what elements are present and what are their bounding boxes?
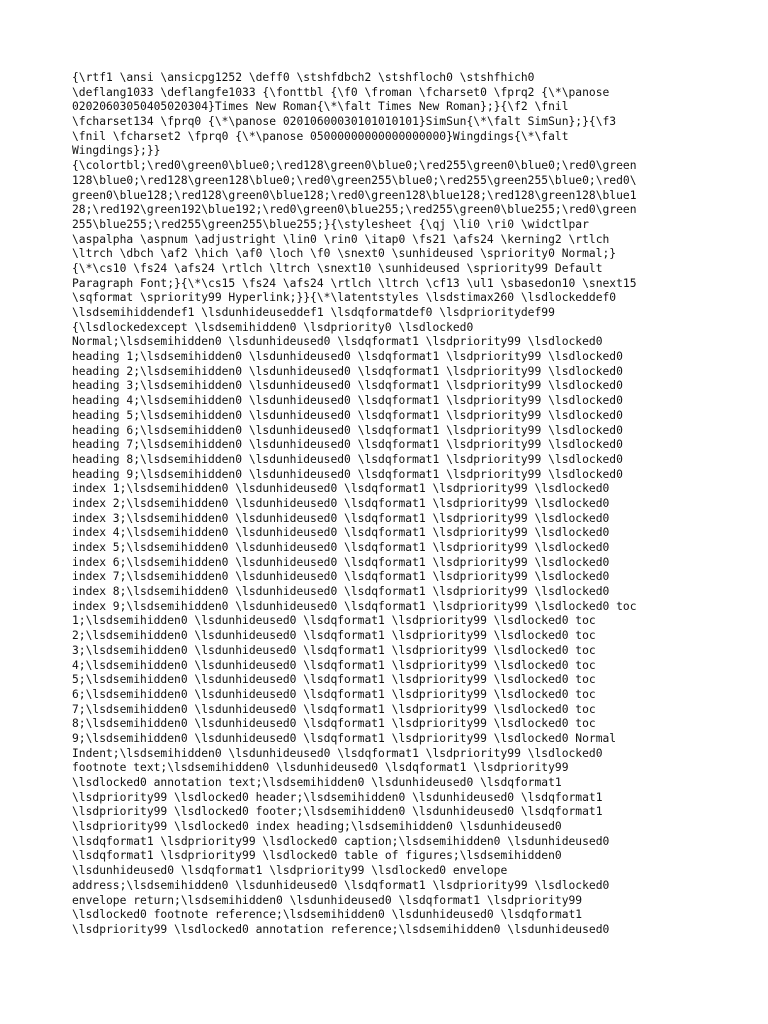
text-line: heading 4;\lsdsemihidden0 \lsdunhideused0 \lsdqformat1 \lsdpriority99 \lsdlocked0 bbox=[72, 394, 623, 408]
text-line: \lsdpriority99 \lsdlocked0 index heading;\lsdsemihidden0 \lsdunhideused0 bbox=[72, 820, 562, 834]
text-line: \fcharset134 \fprq0 {\*\panose 02010600030101010101}SimSun{\*\falt SimSun};}{\f3 bbox=[72, 115, 617, 129]
text-line: 255\blue255;\red255\green255\blue255;}{\stylesheet {\qj \li0 \ri0 \widctlpar bbox=[72, 217, 589, 231]
text-line: green0\blue128;\red128\green0\blue128;\red0\green128\blue128;\red128\green128\blue1 bbox=[72, 188, 637, 202]
text-line: 3;\lsdsemihidden0 \lsdunhideused0 \lsdqformat1 \lsdpriority99 \lsdlocked0 toc bbox=[72, 643, 596, 657]
text-line: 4;\lsdsemihidden0 \lsdunhideused0 \lsdqformat1 \lsdpriority99 \lsdlocked0 toc bbox=[72, 658, 596, 672]
text-line: 28;\red192\green192\blue192;\red0\green0\blue255;\red255\green0\blue255;\red0\green bbox=[72, 203, 637, 217]
text-line: address;\lsdsemihidden0 \lsdunhideused0 \lsdqformat1 \lsdpriority99 \lsdlocked0 bbox=[72, 878, 610, 892]
text-line: 9;\lsdsemihidden0 \lsdunhideused0 \lsdqformat1 \lsdpriority99 \lsdlocked0 Normal bbox=[72, 731, 617, 745]
text-line: envelope return;\lsdsemihidden0 \lsdunhideused0 \lsdqformat1 \lsdpriority99 bbox=[72, 893, 583, 907]
text-line: index 5;\lsdsemihidden0 \lsdunhideused0 \lsdqformat1 \lsdpriority99 \lsdlocked0 bbox=[72, 541, 610, 554]
text-line: \lsdlocked0 footnote reference;\lsdsemihidden0 \lsdunhideused0 \lsdqformat1 bbox=[72, 908, 583, 922]
text-line: \lsdqformat1 \lsdpriority99 \lsdlocked0 caption;\lsdsemihidden0 \lsdunhideused0 bbox=[72, 834, 610, 848]
text-line: \sqformat \spriority99 Hyperlink;}}{\*\latentstyles \lsdstimax260 \lsdlockeddef0 bbox=[72, 291, 617, 305]
text-line: heading 6;\lsdsemihidden0 \lsdunhideused0 \lsdqformat1 \lsdpriority99 \lsdlocked0 bbox=[72, 423, 623, 437]
document-page bbox=[72, 71, 702, 938]
text-line: {\lsdlockedexcept \lsdsemihidden0 \lsdpriority0 \lsdlocked0 bbox=[72, 320, 474, 334]
text-line: index 4;\lsdsemihidden0 \lsdunhideused0 \lsdqformat1 \lsdpriority99 \lsdlocked0 bbox=[72, 526, 610, 540]
text-line: Indent;\lsdsemihidden0 \lsdunhideused0 \lsdqformat1 \lsdpriority99 \lsdlocked0 bbox=[72, 746, 603, 760]
text-line: Wingdings};}} bbox=[72, 144, 161, 158]
text-line: 1;\lsdsemihidden0 \lsdunhideused0 \lsdqformat1 \lsdpriority99 \lsdlocked0 toc bbox=[72, 614, 596, 628]
text-line: index 8;\lsdsemihidden0 \lsdunhideused0 \lsdqformat1 \lsdpriority99 \lsdlocked0 bbox=[72, 585, 610, 599]
text-line: heading 3;\lsdsemihidden0 \lsdunhideused0 \lsdqformat1 \lsdpriority99 \lsdlocked0 bbox=[72, 379, 623, 393]
text-line: heading 9;\lsdsemihidden0 \lsdunhideused0 \lsdqformat1 \lsdpriority99 \lsdlocked0 bbox=[72, 467, 623, 481]
text-line: \fnil \fcharset2 \fprq0 {\*\panose 05000000000000000000}Wingdings{\*\falt bbox=[72, 129, 569, 143]
text-line: heading 5;\lsdsemihidden0 \lsdunhideused0 \lsdqformat1 \lsdpriority99 \lsdlocked0 bbox=[72, 408, 623, 422]
text-line: footnote text;\lsdsemihidden0 \lsdunhideused0 \lsdqformat1 \lsdpriority99 bbox=[72, 761, 569, 775]
text-line: heading 1;\lsdsemihidden0 \lsdunhideused0 \lsdqformat1 \lsdpriority99 \lsdlocked0 bbox=[72, 350, 623, 364]
text-line: heading 8;\lsdsemihidden0 \lsdunhideused0 \lsdqformat1 \lsdpriority99 \lsdlocked0 bbox=[72, 452, 623, 466]
text-line: \lsdsemihiddendef1 \lsdunhideuseddef1 \lsdqformatdef0 \lsdprioritydef99 bbox=[72, 306, 555, 319]
text-line: \lsdunhideused0 \lsdqformat1 \lsdpriority99 \lsdlocked0 envelope bbox=[72, 864, 508, 878]
text-line: index 9;\lsdsemihidden0 \lsdunhideused0 \lsdqformat1 \lsdpriority99 \lsdlocked0 toc bbox=[72, 599, 637, 613]
text-line: 128\blue0;\red128\green128\blue0;\red0\green255\blue0;\red255\green255\blue0;\red0\ bbox=[72, 173, 637, 187]
text-line: index 2;\lsdsemihidden0 \lsdunhideused0 \lsdqformat1 \lsdpriority99 \lsdlocked0 bbox=[72, 496, 610, 510]
text-line: index 1;\lsdsemihidden0 \lsdunhideused0 \lsdqformat1 \lsdpriority99 \lsdlocked0 bbox=[72, 482, 610, 496]
text-line: \lsdpriority99 \lsdlocked0 footer;\lsdsemihidden0 \lsdunhideused0 \lsdqformat1 bbox=[72, 805, 603, 819]
text-line: {\*\cs10 \fs24 \afs24 \rtlch \ltrch \snext10 \sunhideused \spriority99 Default bbox=[72, 261, 603, 275]
text-line: Paragraph Font;}{\*\cs15 \fs24 \afs24 \rtlch \ltrch \cf13 \ul1 \sbasedon10 \snext15 bbox=[72, 276, 637, 290]
text-line: {\colortbl;\red0\green0\blue0;\red128\green0\blue0;\red255\green0\blue0;\red0\green bbox=[72, 159, 637, 173]
text-line: \lsdqformat1 \lsdpriority99 \lsdlocked0 table of figures;\lsdsemihidden0 bbox=[72, 849, 562, 863]
text-line: 8;\lsdsemihidden0 \lsdunhideused0 \lsdqformat1 \lsdpriority99 \lsdlocked0 toc bbox=[72, 717, 596, 731]
text-line: {\rtf1 \ansi \ansicpg1252 \deff0 \stshfdbch2 \stshfloch0 \stshfhich0 bbox=[72, 71, 535, 84]
text-line: \deflang1033 \deflangfe1033 {\fonttbl {\f0 \froman \fcharset0 \fprq2 {\*\panose bbox=[72, 85, 610, 99]
text-line: index 3;\lsdsemihidden0 \lsdunhideused0 \lsdqformat1 \lsdpriority99 \lsdlocked0 bbox=[72, 511, 610, 525]
text-line: \aspalpha \aspnum \adjustright \lin0 \rin0 \itap0 \fs21 \afs24 \kerning2 \rtlch bbox=[72, 232, 610, 246]
text-line: 6;\lsdsemihidden0 \lsdunhideused0 \lsdqformat1 \lsdpriority99 \lsdlocked0 toc bbox=[72, 687, 596, 701]
text-line: index 7;\lsdsemihidden0 \lsdunhideused0 \lsdqformat1 \lsdpriority99 \lsdlocked0 bbox=[72, 570, 610, 584]
text-line: \lsdpriority99 \lsdlocked0 header;\lsdsemihidden0 \lsdunhideused0 \lsdqformat1 bbox=[72, 790, 603, 804]
text-line: 2;\lsdsemihidden0 \lsdunhideused0 \lsdqformat1 \lsdpriority99 \lsdlocked0 toc bbox=[72, 629, 596, 643]
text-line: 5;\lsdsemihidden0 \lsdunhideused0 \lsdqformat1 \lsdpriority99 \lsdlocked0 toc bbox=[72, 673, 596, 687]
text-line: \lsdpriority99 \lsdlocked0 annotation reference;\lsdsemihidden0 \lsdunhideused0 bbox=[72, 922, 610, 936]
text-line: heading 2;\lsdsemihidden0 \lsdunhideused0 \lsdqformat1 \lsdpriority99 \lsdlocked0 bbox=[72, 364, 623, 378]
text-line: 7;\lsdsemihidden0 \lsdunhideused0 \lsdqformat1 \lsdpriority99 \lsdlocked0 toc bbox=[72, 702, 596, 716]
text-line: 02020603050405020304}Times New Roman{\*\falt Times New Roman};}{\f2 \fnil bbox=[72, 100, 569, 114]
text-line: index 6;\lsdsemihidden0 \lsdunhideused0 \lsdqformat1 \lsdpriority99 \lsdlocked0 bbox=[72, 555, 610, 569]
text-line: \ltrch \dbch \af2 \hich \af0 \loch \f0 \snext0 \sunhideused \spriority0 Normal;} bbox=[72, 247, 617, 261]
text-line: heading 7;\lsdsemihidden0 \lsdunhideused0 \lsdqformat1 \lsdpriority99 \lsdlocked0 bbox=[72, 438, 623, 452]
text-line: \lsdlocked0 annotation text;\lsdsemihidden0 \lsdunhideused0 \lsdqformat1 bbox=[72, 776, 562, 789]
text-line: Normal;\lsdsemihidden0 \lsdunhideused0 \lsdqformat1 \lsdpriority99 \lsdlocked0 bbox=[72, 335, 603, 349]
